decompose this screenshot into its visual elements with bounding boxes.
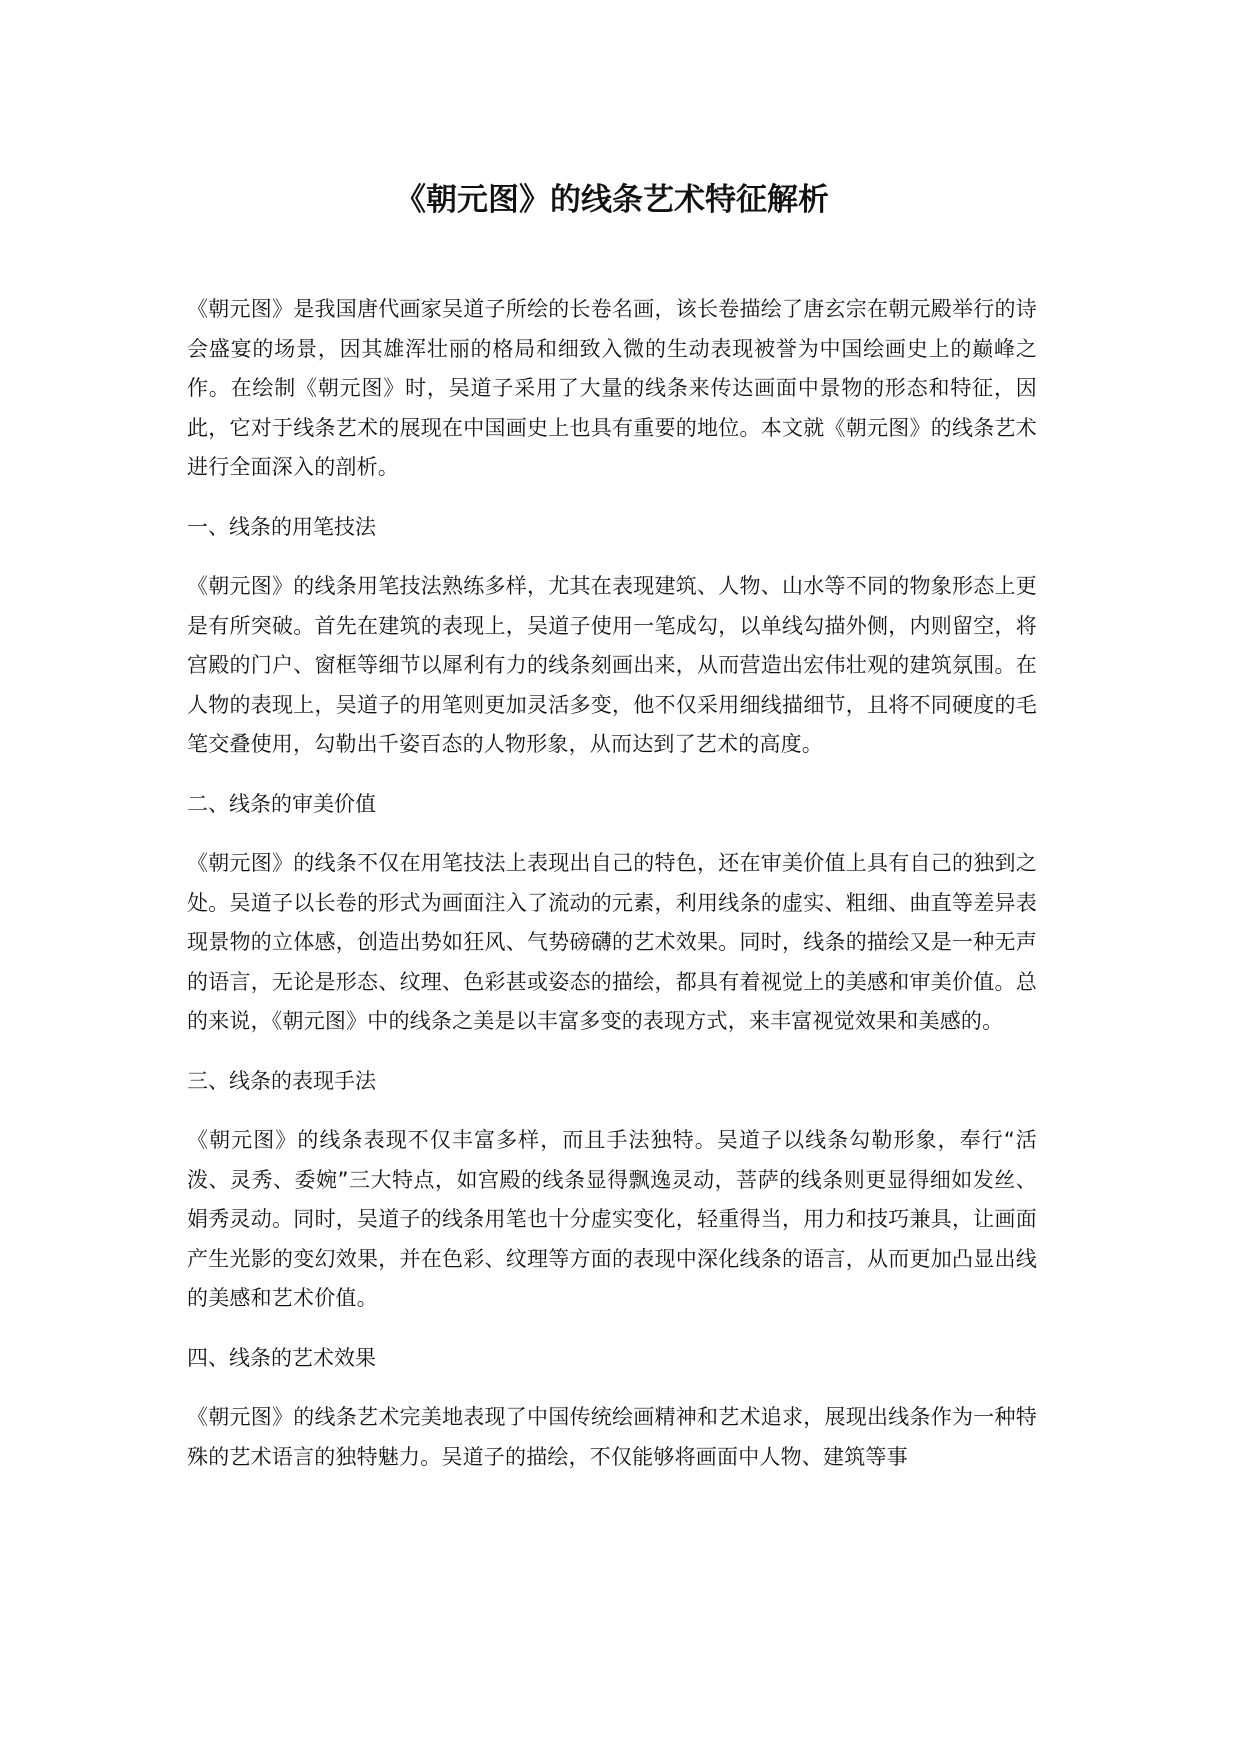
- section-2-body: 《朝元图》的线条不仅在用笔技法上表现出自己的特色，还在审美价值上具有自己的独到之处。吴道子以长卷的形式为画面注入了流动的元素，利用线条的虚实、粗细、曲直等差异表现景物的立体感，创造出势如狂风、气势磅礴的艺术效果。同时，线条的描绘又是一种无声的语言，无论是形态、纹理、色彩甚或姿态的描绘，都具有着视觉上的美感和审美价值。总的来说，《朝元图》中的线条之美是以丰富多变的表现方式，来丰富视觉效果和美感的。: [187, 851, 1037, 1033]
- section-2-heading: 二、线条的审美价值: [187, 791, 376, 816]
- section-4-heading: 四、线条的艺术效果: [187, 1345, 376, 1370]
- section-1-heading: 一、线条的用笔技法: [187, 514, 376, 539]
- section-3-heading: 三、线条的表现手法: [187, 1068, 376, 1093]
- section-1-body: 《朝元图》的线条用笔技法熟练多样，尤其在表现建筑、人物、山水等不同的物象形态上更是有所突破。首先在建筑的表现上，吴道子使用一笔成勾，以单线勾描外侧，内则留空，将宫殿的门户、窗框等细节以犀利有力的线条刻画出来，从而营造出宏伟壮观的建筑氛围。在人物的表现上，吴道子的用笔则更加灵活多变，他不仅采用细线描细节，且将不同硬度的毛笔交叠使用，勾勒出千姿百态的人物形象，从而达到了艺术的高度。: [187, 574, 1037, 756]
- section-3-body: 《朝元图》的线条表现不仅丰富多样，而且手法独特。吴道子以线条勾勒形象，奉行“活泼、灵秀、委婉”三大特点，如宫殿的线条显得飘逸灵动，菩萨的线条则更显得细如发丝、娟秀灵动。同时，吴道子的线条用笔也十分虚实变化，轻重得当，用力和技巧兼具，让画面产生光影的变幻效果，并在色彩、纹理等方面的表现中深化线条的语言，从而更加凸显出线的美感和艺术价值。: [187, 1128, 1037, 1310]
- intro-paragraph: 《朝元图》是我国唐代画家吴道子所绘的长卷名画，该长卷描绘了唐玄宗在朝元殿举行的诗会盛宴的场景，因其雄浑壮丽的格局和细致入微的生动表现被誉为中国绘画史上的巅峰之作。在绘制《朝元图》时，吴道子采用了大量的线条来传达画面中景物的形态和特征，因此，它对于线条艺术的展现在中国画史上也具有重要的地位。本文就《朝元图》的线条艺术进行全面深入的剖析。: [187, 297, 1037, 479]
- document-title: 《朝元图》的线条艺术特征解析: [395, 182, 829, 218]
- section-4-body: 《朝元图》的线条艺术完美地表现了中国传统绘画精神和艺术追求，展现出线条作为一种特殊的艺术语言的独特魅力。吴道子的描绘，不仅能够将画面中人物、建筑等事: [187, 1405, 1037, 1469]
- document-content: [187, 170, 1037, 1497]
